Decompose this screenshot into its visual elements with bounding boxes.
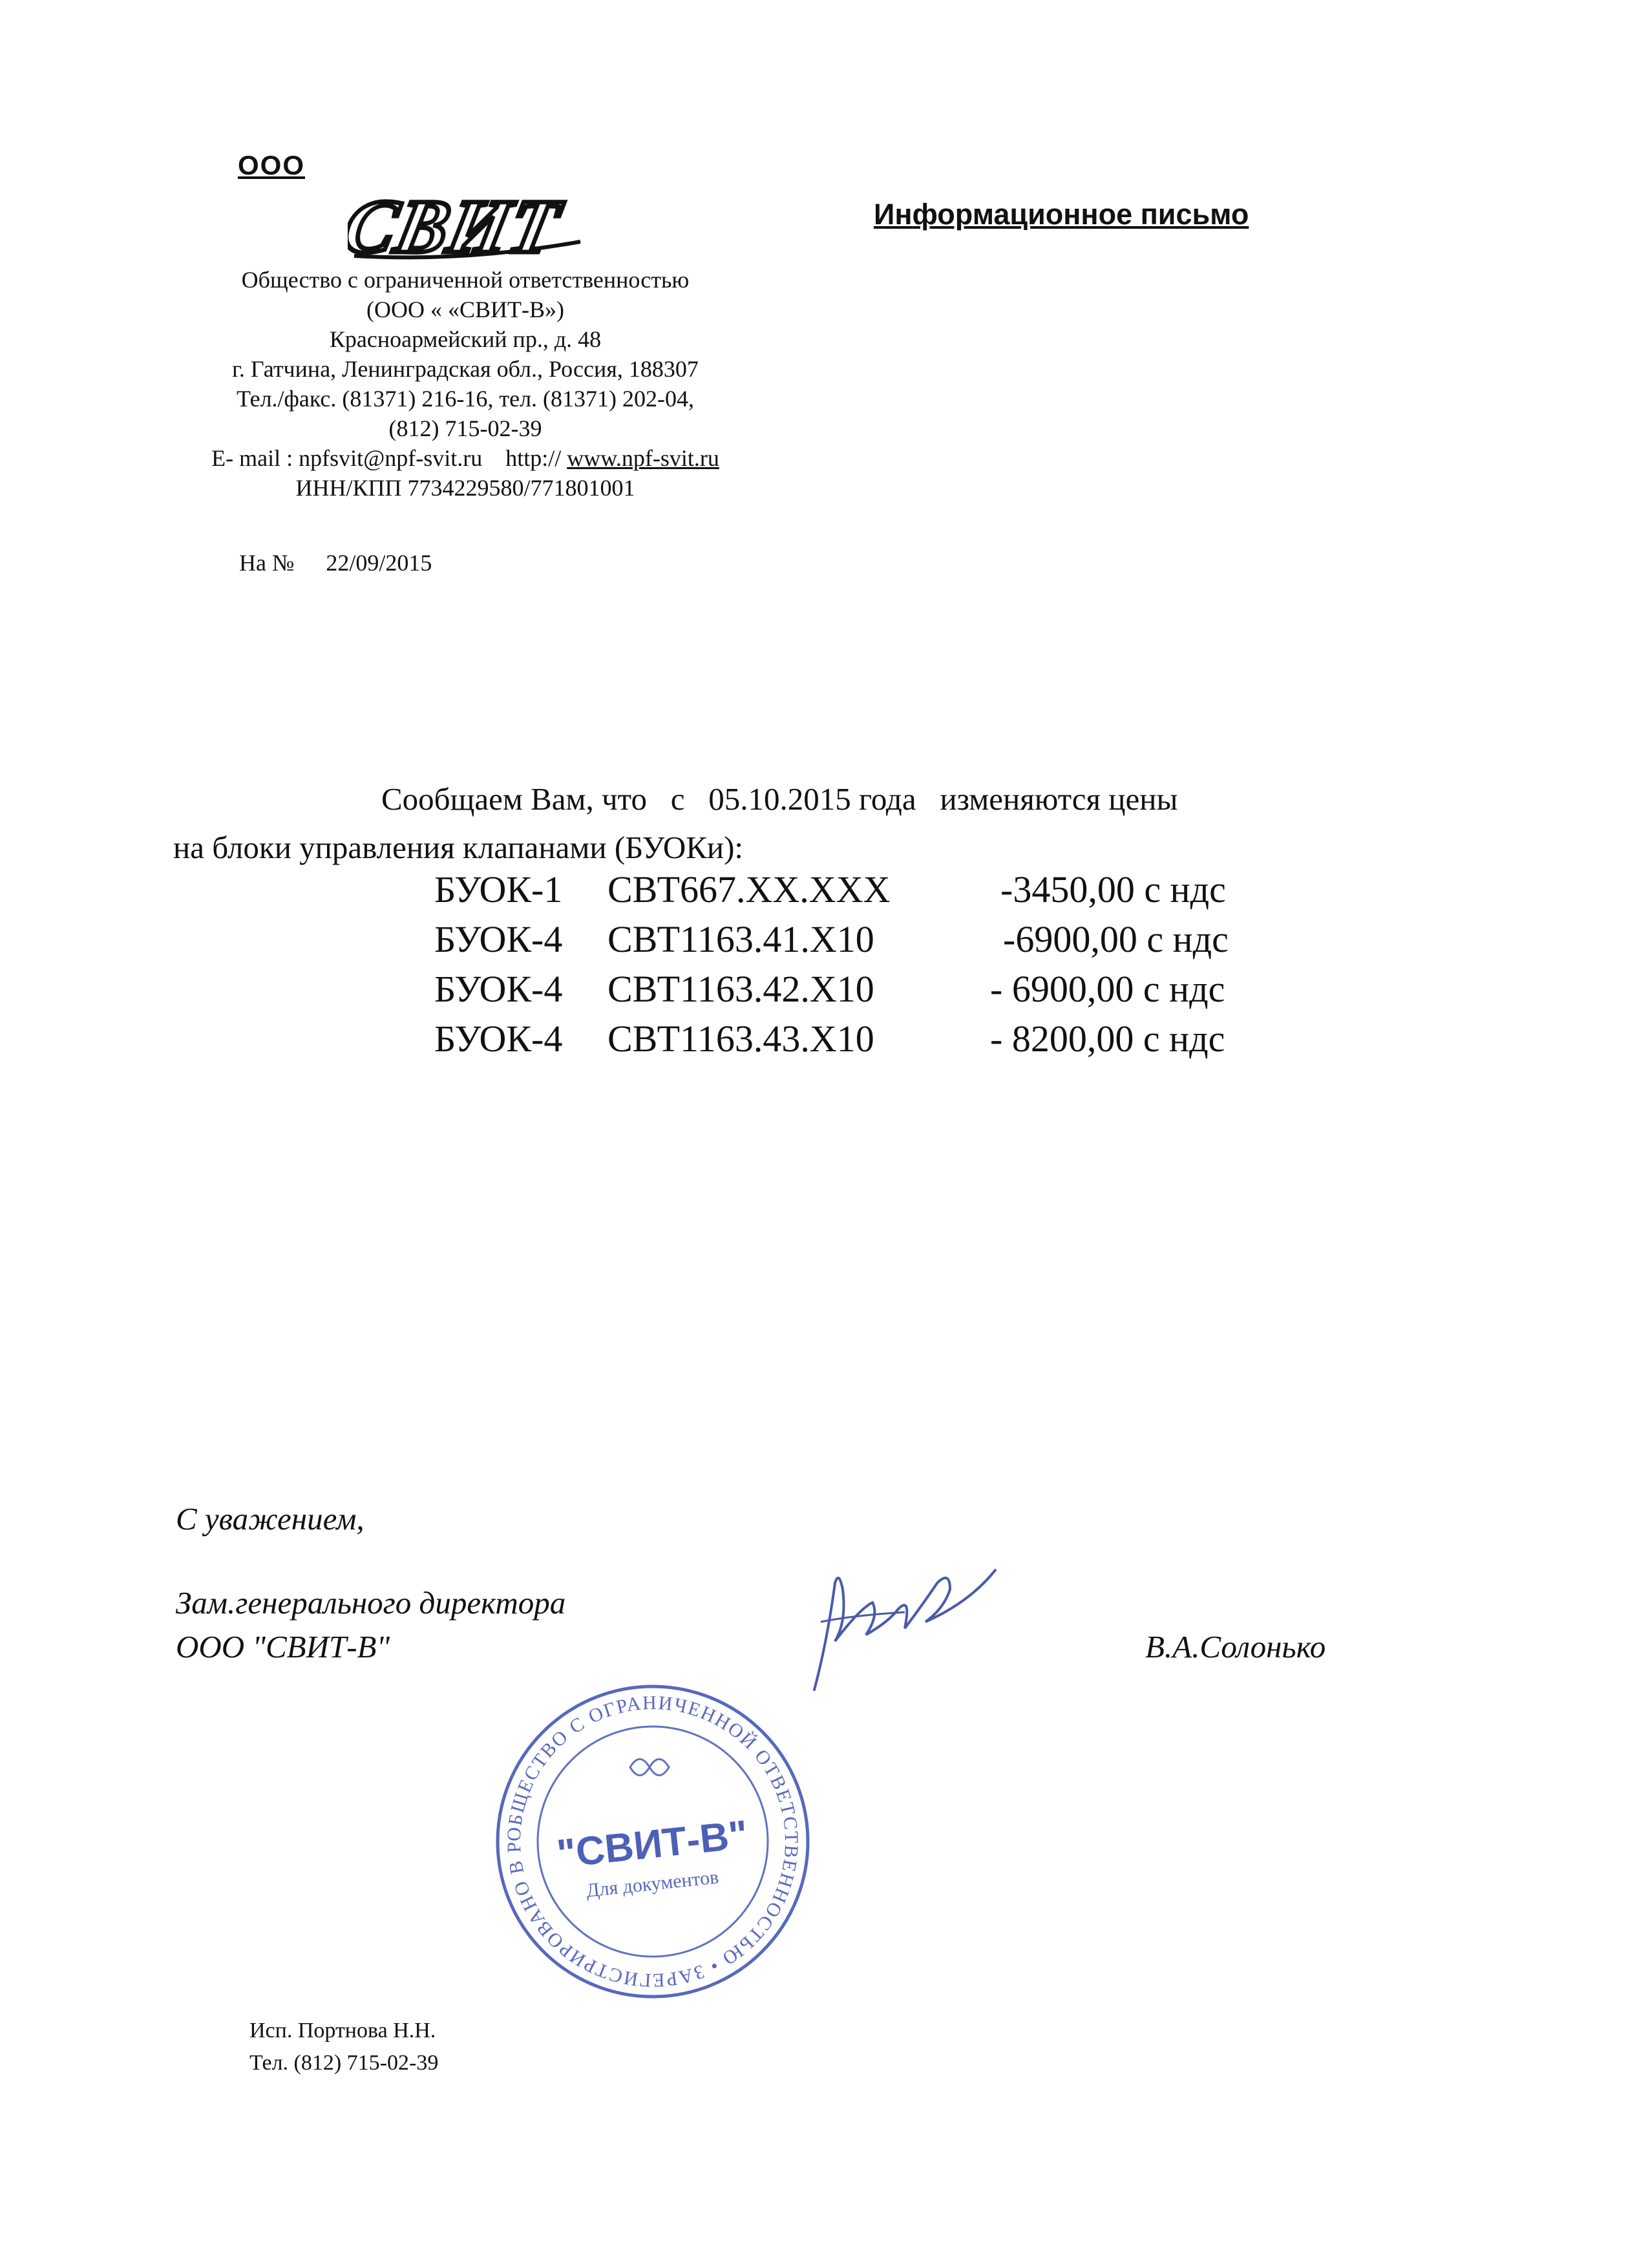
inn-kpp: ИНН/КПП 7734229580/771801001 <box>295 475 635 501</box>
reference-label: На № <box>239 550 295 576</box>
company-stamp <box>491 1680 814 2003</box>
company-logo <box>348 180 593 270</box>
reference-line <box>239 549 432 576</box>
logo-wordmark: СВИТ <box>348 184 567 269</box>
phones-line-1: Тел./факс. (81371) 216-16, тел. (81371) 202-04, <box>236 386 695 412</box>
signer-company: ООО "СВИТ-В" <box>176 1629 390 1664</box>
executor-info <box>249 2015 438 2079</box>
handwritten-signature <box>776 1544 1008 1693</box>
product-row <box>434 865 1300 914</box>
product-code: СВТ1163.42.Х10 <box>607 968 874 1010</box>
product-price: - 6900,00 с ндс <box>990 968 1225 1010</box>
product-row <box>434 1014 1300 1064</box>
product-price-list <box>434 865 1300 1064</box>
stamp-graphic <box>491 1680 814 2003</box>
product-row <box>434 964 1300 1014</box>
intro-line-2: на блоки управления клапанами (БУОКи): <box>173 830 744 865</box>
company-short-name: (ООО « «СВИТ-В») <box>366 297 564 322</box>
executor-name: Исп. Портнова Н.Н. <box>249 2019 436 2042</box>
phones-line-2: (812) 715-02-39 <box>388 415 542 441</box>
product-price: -3450,00 с ндс <box>1000 868 1226 910</box>
signature-graphic <box>776 1544 1008 1693</box>
signer-position: Зам.генерального директора <box>176 1585 566 1621</box>
stamp-sub-text: Для документов <box>585 1866 720 1902</box>
closing-regards: С уважением, <box>176 1501 364 1537</box>
reference-date: 22/09/2015 <box>326 550 432 576</box>
document-title: Информационное письмо <box>874 198 1249 231</box>
contacts-line <box>149 443 782 473</box>
stamp-ring-text: ОБЩЕСТВО С ОГРАНИЧЕННОЙ ОТВЕТСТВЕННОСТЬЮ • ЗАРЕГИСТРИРОВАНО В Р <box>503 1692 803 1991</box>
stamp-center-text: "СВИТ-В" <box>555 1812 750 1877</box>
product-price: - 8200,00 с ндс <box>990 1018 1225 1060</box>
executor-phone: Тел. (812) 715-02-39 <box>249 2051 439 2075</box>
logo-graphic <box>348 180 593 270</box>
product-name: БУОК-1 <box>434 868 563 910</box>
product-code: СВТ1163.43.Х10 <box>607 1018 874 1060</box>
product-row <box>434 914 1300 964</box>
product-name: БУОК-4 <box>434 968 563 1010</box>
product-code: СВТ1163.41.Х10 <box>607 918 874 960</box>
intro-line-1: Сообщаем Вам, что с 05.10.2015 года изменяются цены <box>381 781 1178 817</box>
address-city: г. Гатчина, Ленинградская обл., Россия, 188307 <box>232 356 699 382</box>
email: E- mail : npfsvit@npf-svit.ru <box>211 445 483 471</box>
signer-name: В.А.Солонько <box>1145 1629 1326 1664</box>
address-street: Красноармейский пр., д. 48 <box>329 326 602 352</box>
product-name: БУОК-4 <box>434 918 563 960</box>
company-prefix: ООО <box>238 150 306 180</box>
product-code: СВТ667.ХХ.ХХХ <box>607 868 891 910</box>
web-prefix: http:// <box>505 445 562 471</box>
product-price: -6900,00 с ндс <box>1003 918 1229 960</box>
website-link[interactable]: www.npf-svit.ru <box>567 445 719 471</box>
product-name: БУОК-4 <box>434 1018 563 1060</box>
company-full-name: Общество с ограниченной ответственностью <box>241 267 690 293</box>
company-details <box>149 265 782 503</box>
